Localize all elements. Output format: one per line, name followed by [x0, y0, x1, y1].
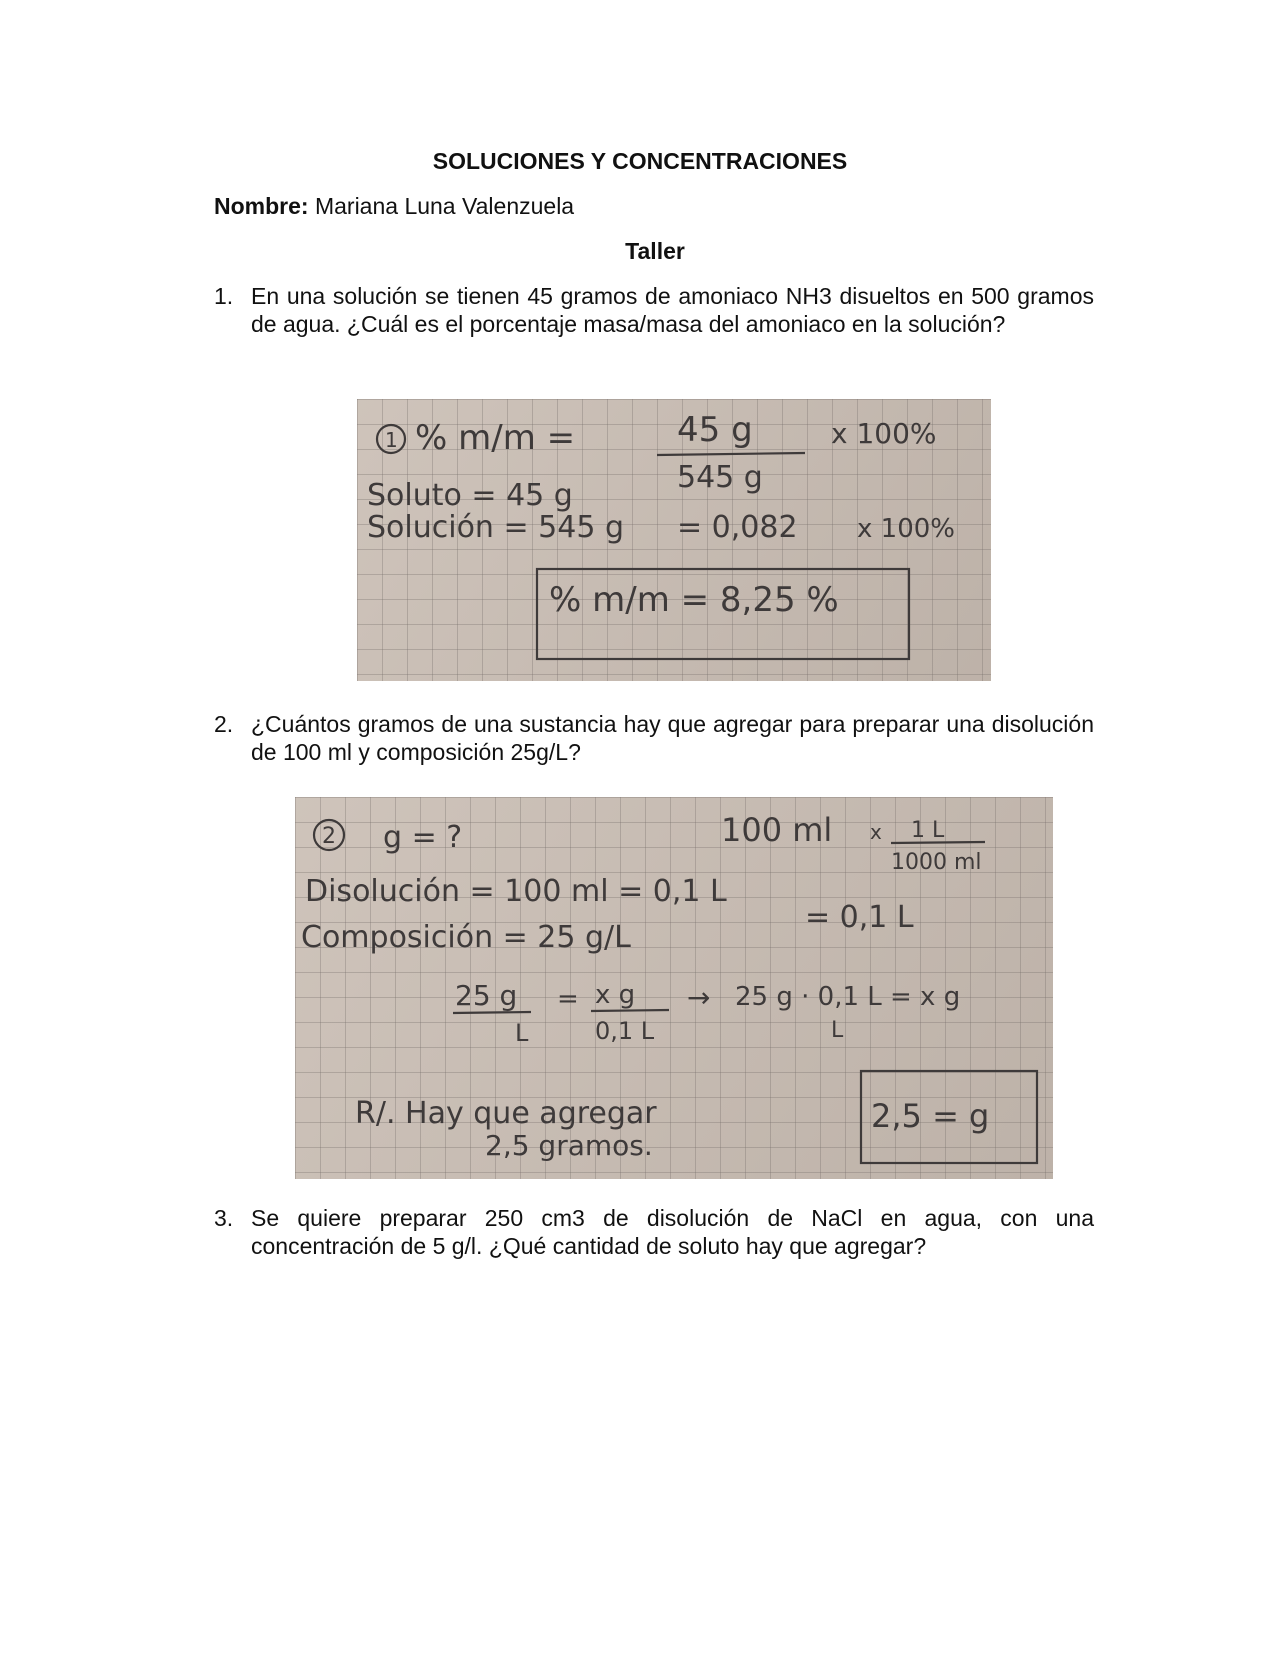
- fraction-denominator: 545 g: [677, 460, 763, 495]
- handwritten-work-2: [295, 797, 1053, 1179]
- eq-final-denominator: L: [831, 1018, 844, 1043]
- answer-text-line-1: R/. Hay que agregar: [355, 1096, 657, 1131]
- name-value: Mariana Luna Valenzuela: [314, 193, 575, 219]
- question-number: 1.: [214, 283, 234, 309]
- conversion-denominator: 1000 ml: [891, 850, 982, 875]
- question-text: Se quiere preparar 250 cm3 de disolución de NaCl en agua, con una concentración de 5 g/l. ¿Qué cantidad de soluto hay que agregar?: [251, 1205, 1094, 1259]
- eq-left-denominator: L: [515, 1019, 529, 1047]
- eq-right-denominator: 0,1 L: [595, 1017, 655, 1045]
- eq-left-numerator: 25 g: [455, 979, 518, 1012]
- question-number: 2.: [214, 711, 234, 737]
- document-title: SOLUCIONES Y CONCENTRACIONES: [432, 148, 848, 174]
- solucion-line: Solución = 545 g: [367, 510, 624, 545]
- student-name: [214, 193, 574, 220]
- question-text: En una solución se tienen 45 gramos de amoniaco NH3 disueltos en 500 gramos de agua. ¿Cuál es el porcentaje masa/masa del amoniaco en la solución?: [251, 283, 1094, 337]
- times-100: x 100%: [831, 417, 937, 450]
- circled-number: 2: [322, 824, 336, 849]
- formula-left: % m/m =: [415, 418, 576, 458]
- conversion-numerator: 1 L: [911, 818, 945, 843]
- eq-right-bar: [591, 1010, 669, 1011]
- conversion-times: x: [870, 820, 882, 844]
- composicion-line: Composición = 25 g/L: [301, 920, 631, 955]
- question-2: [214, 710, 1094, 766]
- eq-left-bar: [453, 1012, 531, 1013]
- question-3: [214, 1204, 1094, 1260]
- eq-final: 25 g · 0,1 L = x g: [735, 982, 961, 1012]
- conversion-bar: [891, 842, 985, 843]
- name-label: Nombre:: [214, 193, 309, 219]
- answer-text-line-2: 2,5 gramos.: [485, 1129, 653, 1162]
- circled-number: 1: [385, 428, 398, 452]
- fraction-bar: [657, 453, 805, 455]
- question-1: [214, 282, 1094, 338]
- disolucion-line: Disolución = 100 ml = 0,1 L: [305, 874, 727, 909]
- step-value: = 0,082: [677, 510, 798, 545]
- eq-right-numerator: x g: [595, 980, 636, 1010]
- unknown: g = ?: [383, 820, 463, 855]
- handwritten-work-1: [357, 399, 991, 681]
- step-times-100: x 100%: [857, 514, 955, 544]
- handwritten-answer-1-photo: [357, 399, 991, 681]
- eq-arrow: →: [687, 981, 711, 1014]
- result-text: % m/m = 8,25 %: [549, 580, 839, 620]
- fraction-numerator: 45 g: [677, 410, 753, 450]
- eq-equals: =: [557, 984, 579, 1014]
- soluto-line: Soluto = 45 g: [367, 478, 573, 513]
- handwritten-answer-2-photo: [295, 797, 1053, 1179]
- question-text: ¿Cuántos gramos de una sustancia hay que agregar para preparar una disolución de 100 ml y composición 25g/L?: [251, 711, 1094, 765]
- conversion-result: = 0,1 L: [805, 900, 914, 935]
- section-heading: Taller: [625, 238, 685, 264]
- result-text: 2,5 = g: [871, 1097, 990, 1135]
- question-number: 3.: [214, 1205, 234, 1231]
- conversion-left: 100 ml: [721, 811, 833, 849]
